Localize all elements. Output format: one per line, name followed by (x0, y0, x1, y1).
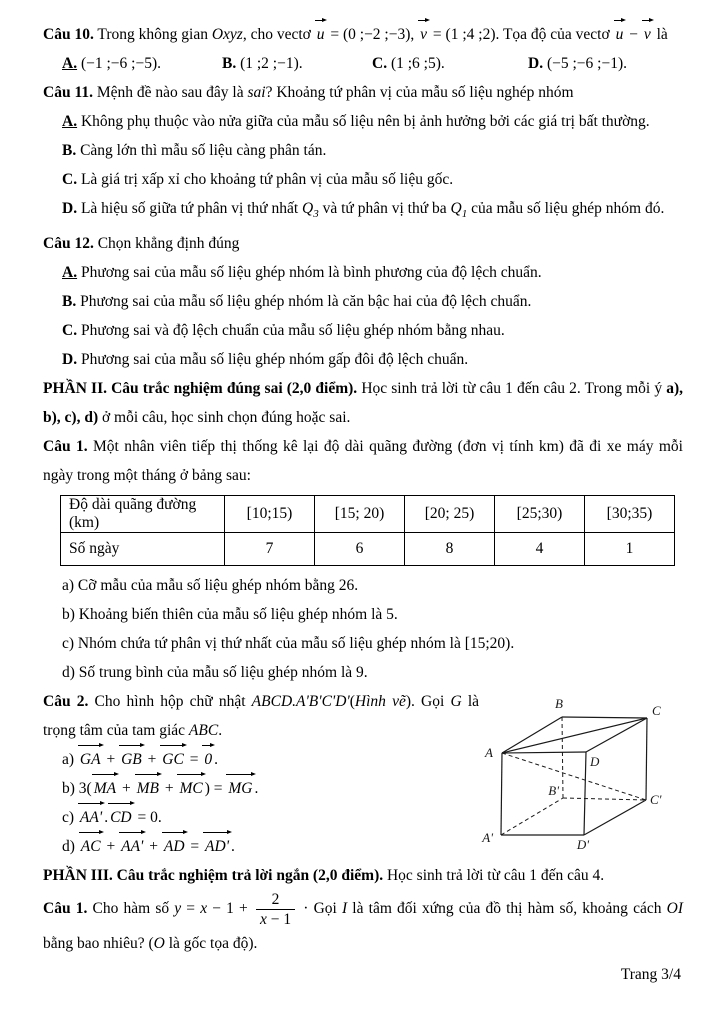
p2-cau2-item-a: a) GA + GB + GC = 0 . (43, 745, 479, 774)
vector-AAp: AA' (119, 832, 145, 861)
p2-cau1-table-header-row (61, 496, 675, 533)
cau12-option-a: A. Phương sai của mẫu số liệu ghép nhóm là bình phương của độ lệch chuẩn. (62, 264, 542, 282)
questions-bottom-section (43, 861, 683, 958)
cau11-stem: Câu 11. Mệnh đề nào sau đây là sai? Khoảng tứ phân vị của mẫu số liệu nghép nhóm (43, 84, 574, 101)
phan3-heading: PHẦN III. Câu trắc nghiệm trả lời ngắn (2,0 điểm). Học sinh trả lời từ câu 1 đến câu 4. (43, 867, 605, 885)
p2-cau1-table-value-row (61, 533, 675, 566)
cau12-stem: Câu 12. Chọn khẳng định đúng (43, 235, 240, 253)
vector-GA: GA (78, 745, 103, 774)
p2-cau1-table-cell: [25;30) (495, 496, 585, 533)
vertex-label-a: A (485, 745, 493, 761)
vector-ADp: AD' (203, 832, 231, 861)
fraction: $\frac{2}{x - 1}$ (256, 890, 295, 929)
p2-cau1-item-b: b) Khoảng biến thiên của mẫu số liệu ghép nhóm là 5. (62, 606, 398, 624)
vector-GC: GC (160, 745, 186, 774)
p2-cau2-item-c: c) AA' . CD = 0. (43, 803, 479, 832)
p2-cau1-table-cell: Độ dài quãng đường (km) (61, 496, 225, 533)
cau10-options-d: D. (−5 ;−6 ;−1). (528, 55, 627, 72)
p2-cau1-table-cell: 4 (495, 533, 585, 566)
vector-AAp: AA' (78, 803, 104, 832)
p2-cau1-stem: Câu 1. Một nhân viên tiếp thị thống kê lại độ dài quãng đường (đơn vị tính km) đã đi xe máy mỗi ngày trong một tháng ở bảng sau: (43, 438, 683, 485)
vector-v: v (418, 20, 429, 49)
p2-cau1-table (60, 495, 675, 566)
vector-v: v (642, 20, 653, 49)
cau11-option-a: A. Không phụ thuộc vào nửa giữa của mẫu số liệu nên bị ảnh hưởng bởi các giá trị bất thường. (62, 113, 650, 130)
p2-cau2-item-d: d) AC + AA' + AD = AD' . (43, 832, 479, 861)
questions-top-section (43, 20, 683, 687)
vertex-label-a-prime: A' (482, 830, 493, 846)
cau10-options-c: C. (1 ;6 ;5). (372, 55, 445, 72)
phan2-heading: PHẦN II. Câu trắc nghiệm đúng sai (2,0 điểm). Học sinh trả lời từ câu 1 đến câu 2. Trong mỗi ý a), b), c), d) ở mỗi câu, học sinh chọn đúng hoặc sai. (43, 380, 683, 427)
vector-AD: AD (162, 832, 187, 861)
cau10-options-b: B. (1 ;2 ;−1). (222, 55, 303, 72)
p2-cau1-table-cell: [30;35) (585, 496, 675, 533)
p2-cau1-table-cell: 7 (225, 533, 315, 566)
vector-GB: GB (119, 745, 144, 774)
vertex-label-d: D (590, 754, 600, 770)
cau11-option-b: B. Càng lớn thì mẫu số liệu càng phân tán. (62, 142, 327, 159)
vector-0: 0 (202, 745, 214, 774)
p2-cau1-table-cell: 6 (315, 533, 405, 566)
cau12-option-d: D. Phương sai của mẫu số liệu ghép nhóm gấp đôi độ lệch chuẩn. (62, 351, 469, 369)
vector-CD: CD (108, 803, 134, 832)
p2-cau1-table-cell: 1 (585, 533, 675, 566)
p2-cau1-table-cell: Số ngày (61, 533, 225, 566)
vector-AC: AC (79, 832, 103, 861)
cau2-section (43, 687, 683, 861)
box-solid-edges (501, 717, 647, 835)
vector-MG: MG (226, 774, 254, 803)
cau2-text-column (43, 687, 479, 861)
p2-cau2-stem: Câu 2. Cho hình hộp chữ nhật ABCD.A'B'C'D'(Hình vẽ). Gọi G là trọng tâm của tam giác ABC. (43, 693, 479, 740)
p2-cau2-item-b: b) 3( MA + MB + MC ) = MG . (43, 774, 479, 803)
vector-MA: MA (92, 774, 118, 803)
box-dashed-edges (501, 717, 646, 835)
vector-MB: MB (135, 774, 161, 803)
vertex-label-b-prime: B' (548, 783, 559, 799)
p2-cau1-item-d: d) Số trung bình của mẫu số liệu ghép nhóm là 9. (62, 664, 368, 682)
vector-u: u (614, 20, 626, 49)
cau12-option-c: C. Phương sai và độ lệch chuẩn của mẫu số liệu ghép nhóm bằng nhau. (62, 322, 505, 340)
box-figure (479, 691, 683, 861)
page-number: Trang 3/4 (620, 966, 681, 984)
vertex-label-c-prime: C' (650, 792, 662, 808)
cau11-option-c: C. Là giá trị xấp xỉ cho khoảng tứ phân vị của mẫu số liệu gốc. (62, 171, 454, 188)
vector-MC: MC (177, 774, 204, 803)
cau12-option-b: B. Phương sai của mẫu số liệu ghép nhóm là căn bậc hai của độ lệch chuẩn. (62, 293, 532, 311)
p2-cau1-table-cell: [15; 20) (315, 496, 405, 533)
p2-cau1-table-cell: [10;15) (225, 496, 315, 533)
cau10-stem: Câu 10. Trong không gian Oxyz, cho vectơ u = (0 ;−2 ;−3), v = (1 ;4 ;2). Tọa độ của vectơ u − v là (43, 20, 683, 49)
vertex-label-b: B (555, 696, 563, 712)
p2-cau1-table-cell: [20; 25) (405, 496, 495, 533)
vertex-label-c: C (652, 703, 661, 719)
box-vertex-labels (481, 696, 661, 852)
p2-cau1-item-a: a) Cỡ mẫu của mẫu số liệu ghép nhóm bằng 26. (62, 577, 359, 595)
vector-u: u (315, 20, 327, 49)
cau11-option-d: D. Là hiệu số giữa tứ phân vị thứ nhất $Q_3$ và tứ phân vị thứ ba $Q_1$ của mẫu số liệu ghép nhóm đó. (62, 200, 665, 221)
p2-cau1-item-c: c) Nhóm chứa tứ phân vị thứ nhất của mẫu số liệu ghép nhóm là [15;20). (62, 635, 515, 653)
p3-cau1-stem: Câu 1. Cho hàm số y = x − 1 + $\frac{2}{x - 1}$ · Gọi I là tâm đối xứng của đồ thị hàm số, khoảng cách OI bằng bao nhiêu? (O là gốc tọa độ). (43, 891, 683, 953)
cau10-options (43, 49, 683, 78)
vertex-label-d-prime: D' (576, 837, 590, 853)
p2-cau1-table-cell: 8 (405, 533, 495, 566)
cau10-options-a: A. (−1 ;−6 ;−5). (62, 55, 161, 72)
